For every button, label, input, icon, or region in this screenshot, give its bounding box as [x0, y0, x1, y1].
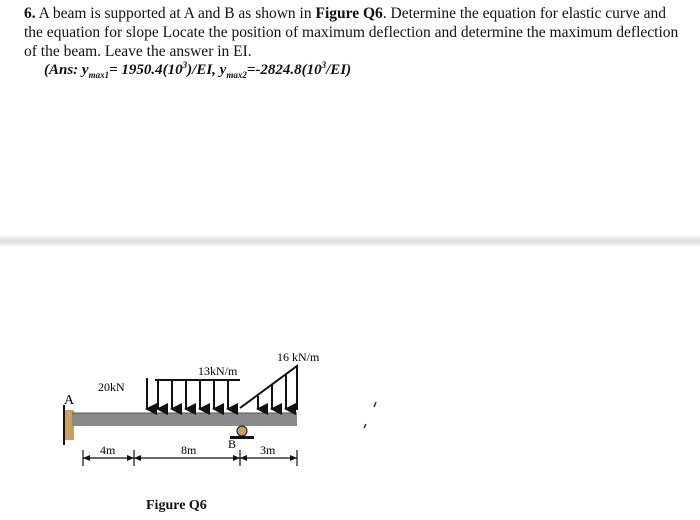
figure-caption: Figure Q6 — [146, 498, 207, 513]
answer-mid1: )/EI, y — [187, 62, 227, 78]
support-b-roller — [237, 426, 247, 436]
udl-label: 13kN/m — [198, 364, 238, 378]
figure-reference: Figure Q6 — [315, 5, 383, 22]
support-b-label: B — [228, 437, 237, 451]
answer-suffix: /EI) — [326, 62, 352, 78]
question-text-before: A beam is supported at A and B as shown in — [38, 5, 312, 22]
question-text-after: . Determine the equation for elastic curve and the equation for slope Locate the position of maximum deflection and determine the maximum deflection of the beam. Leave the answer in EI. — [24, 5, 679, 60]
answer-sub1: max1 — [88, 70, 110, 80]
support-a-label: A — [64, 393, 75, 408]
beam — [72, 413, 297, 426]
stray-mark — [374, 402, 376, 407]
triangular-load-outline — [240, 366, 297, 410]
triangular-load-label: 16 kN/m — [277, 350, 320, 364]
answer-sup2: 3 — [321, 60, 327, 70]
answer-prefix: (Ans: y — [44, 62, 89, 78]
dim-label-4m: 4m — [100, 443, 116, 457]
answer-sup1: 3 — [182, 60, 188, 70]
point-load-label: 20kN — [98, 380, 125, 394]
dim-label-8m: 8m — [181, 443, 197, 457]
answer-eq2: =-2824.8(10 — [246, 62, 322, 78]
udl-arrows — [158, 380, 228, 409]
stray-mark — [364, 424, 366, 428]
answer-eq1: = 1950.4(10 — [109, 62, 183, 78]
answer-sub2: max2 — [226, 70, 247, 80]
question-number: 6. — [24, 5, 36, 22]
dim-label-3m: 3m — [260, 443, 276, 457]
